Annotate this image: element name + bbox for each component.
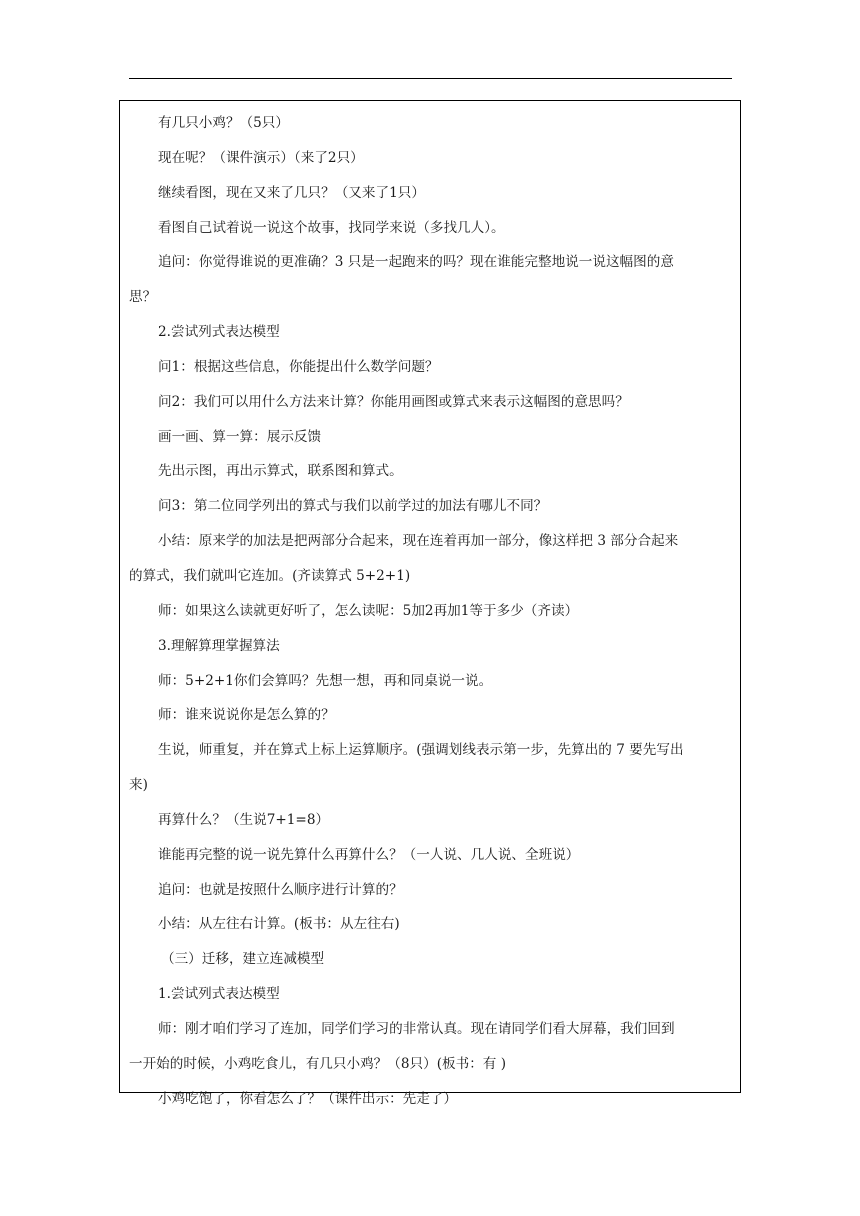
text-line: 再算什么？（生说7+1=8）: [158, 811, 330, 828]
text-line: 一开始的时候，小鸡吃食儿，有几只小鸡？（8只）(板书：有 ): [129, 1055, 507, 1072]
text-line: 谁能再完整的说一说先算什么再算什么？（一人说、几人说、全班说）: [158, 846, 580, 863]
text-line: 追问：也就是按照什么顺序进行计算的？: [158, 881, 403, 898]
text-line: 追问：你觉得谁说的更准确？3 只是一起跑来的吗？现在谁能完整地说一说这幅图的意: [158, 254, 674, 271]
text-line: 小结：从左往右计算。(板书：从左往右): [158, 916, 400, 933]
text-line: 来): [129, 777, 148, 794]
section-heading: 1.尝试列式表达模型: [158, 986, 280, 1003]
text-line: 生说，师重复，并在算式上标上运算顺序。(强调划线表示第一步，先算出的 7 要先写出: [158, 742, 684, 759]
text-line: 师：谁来说说你是怎么算的？: [158, 707, 335, 724]
section-heading: 3.理解算理掌握算法: [158, 637, 280, 654]
header-rule: [129, 78, 732, 79]
text-line: 师：5+2+1你们会算吗？先想一想，再和同桌说一说。: [158, 672, 493, 689]
text-line: 师：如果这么读就更好听了，怎么读呢：5加2再加1等于多少（齐读）: [158, 602, 579, 619]
text-line: 师：刚才咱们学习了连加，同学们学习的非常认真。现在请同学们看大屏幕，我们回到: [158, 1020, 675, 1037]
text-line: 问2：我们可以用什么方法来计算？你能用画图或算式来表示这幅图的意思吗？: [158, 393, 629, 410]
text-line: 看图自己试着说一说这个故事，找同学来说（多找几人）。: [158, 219, 505, 236]
text-line: 现在呢？（课件演示）（来了2只）: [158, 149, 364, 166]
text-line: 继续看图，现在又来了几只？（又来了1只）: [158, 184, 425, 201]
text-line: 小结：原来学的加法是把两部分合起来，现在连着再加一部分，像这样把 3 部分合起来: [158, 533, 679, 550]
text-line: 先出示图，再出示算式，联系图和算式。: [158, 463, 403, 480]
text-line: 小鸡吃饱了，你看怎么了？（课件出示：先走了）: [158, 1090, 458, 1107]
section-heading: 2.尝试列式表达模型: [158, 324, 280, 341]
lesson-text: [129, 106, 734, 1116]
text-line: 问3：第二位同学列出的算式与我们以前学过的加法有哪儿不同？: [158, 498, 548, 515]
text-line: 有几只小鸡？（5只）: [158, 115, 289, 131]
text-line: 问1：根据这些信息，你能提出什么数学问题？: [158, 358, 439, 375]
text-line: 画一画、算一算：展示反馈: [158, 428, 322, 445]
section-heading: （三）迁移，建立连减模型: [161, 951, 325, 968]
text-line: 思？: [129, 289, 157, 306]
text-line: 的算式，我们就叫它连加。(齐读算式 5+2+1): [129, 567, 411, 584]
